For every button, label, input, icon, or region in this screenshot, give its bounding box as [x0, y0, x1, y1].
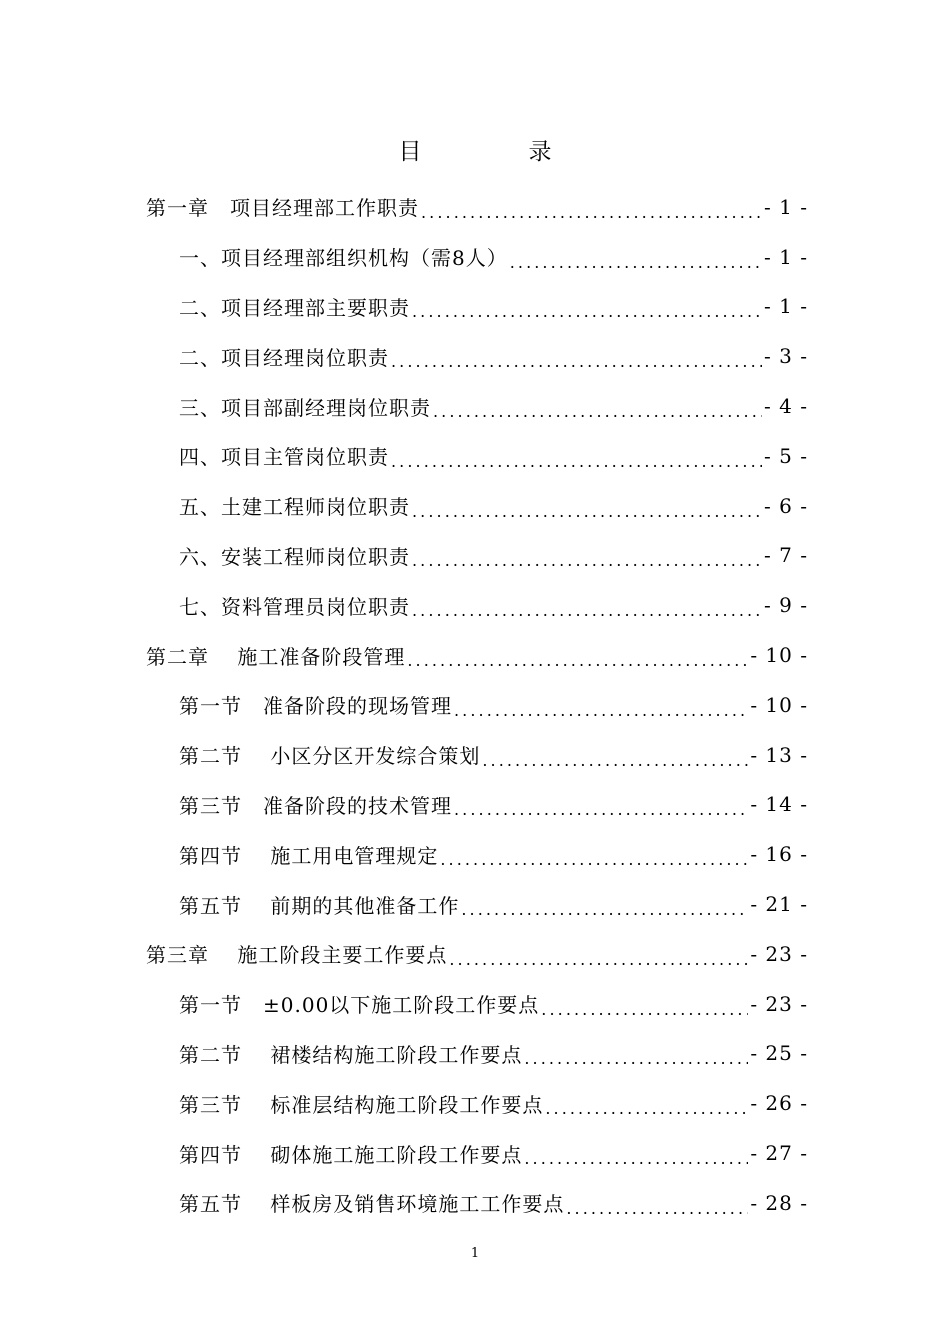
toc-section-entry[interactable] — [146, 1029, 808, 1079]
toc-leader-dots — [482, 747, 748, 771]
toc-entry-text: 第四节 砌体施工施工阶段工作要点 — [179, 1142, 523, 1167]
toc-entry-text: 二、项目经理部主要职责 — [179, 295, 410, 320]
toc-entry-page: - 23 - — [750, 941, 808, 966]
toc-entry-text: 五、土建工程师岗位职责 — [179, 495, 410, 520]
toc-entry-page: - 4 - — [764, 394, 808, 419]
toc-section-entry[interactable] — [146, 730, 808, 780]
toc-section-entry[interactable] — [146, 1078, 808, 1128]
toc-leader-dots — [449, 946, 748, 970]
toc-section-entry[interactable] — [146, 531, 808, 581]
toc-leader-dots — [454, 796, 748, 820]
toc-entry-text: 第一章 项目经理部工作职责 — [146, 196, 419, 221]
toc-entry-page: - 26 - — [750, 1091, 808, 1116]
toc-leader-dots — [510, 249, 762, 273]
toc-entry-page: - 27 - — [750, 1141, 808, 1166]
toc-entry-text: 三、项目部副经理岗位职责 — [179, 395, 431, 420]
toc-entry-text: 第五节 前期的其他准备工作 — [179, 893, 460, 918]
toc-leader-dots — [524, 1045, 748, 1069]
toc-entry-text: 第三节 标准层结构施工阶段工作要点 — [179, 1092, 544, 1117]
toc-entry-text: 七、资料管理员岗位职责 — [179, 594, 410, 619]
toc-leader-dots — [454, 697, 748, 721]
toc-section-entry[interactable] — [146, 829, 808, 879]
toc-entry-text: 第二节 裙楼结构施工阶段工作要点 — [179, 1042, 523, 1067]
toc-leader-dots — [541, 996, 748, 1020]
toc-entry-text: 第四节 施工用电管理规定 — [179, 843, 439, 868]
toc-entry-page: - 14 - — [750, 792, 808, 817]
page-number: 1 — [470, 1246, 480, 1261]
toc-section-entry[interactable] — [146, 381, 808, 431]
toc-entry-page: - 1 - — [764, 294, 808, 319]
toc-entry-page: - 3 - — [764, 344, 808, 369]
toc-entry-page: - 6 - — [764, 493, 808, 518]
toc-leader-dots — [524, 1145, 748, 1169]
toc-entry-page: - 25 - — [750, 1041, 808, 1066]
toc-leader-dots — [412, 298, 762, 322]
toc-entry-page: - 28 - — [750, 1190, 808, 1215]
toc-entry-text: 第五节 样板房及销售环境施工工作要点 — [179, 1192, 565, 1217]
toc-chapter-entry[interactable] — [146, 929, 808, 979]
toc-leader-dots — [545, 1095, 748, 1119]
toc-entry-page: - 21 - — [750, 892, 808, 917]
toc-leader-dots — [412, 547, 762, 571]
toc-leader-dots — [461, 896, 748, 920]
toc-entry-text: 第二节 小区分区开发综合策划 — [179, 744, 481, 769]
toc-section-entry[interactable] — [146, 780, 808, 830]
toc-entry-page: - 1 - — [764, 194, 808, 219]
toc-leader-dots — [412, 597, 762, 621]
toc-entry-text: 四、项目主管岗位职责 — [179, 445, 389, 470]
toc-section-entry[interactable] — [146, 979, 808, 1029]
toc-entry-page: - 9 - — [764, 593, 808, 618]
toc-chapter-entry[interactable] — [146, 182, 808, 232]
toc-entry-page: - 10 - — [750, 692, 808, 717]
toc-section-entry[interactable] — [146, 481, 808, 531]
toc-entry-text: 第三节 准备阶段的技术管理 — [179, 793, 452, 818]
toc-section-entry[interactable] — [146, 680, 808, 730]
toc-section-entry[interactable] — [146, 282, 808, 332]
toc-entry-text: 第三章 施工阶段主要工作要点 — [146, 943, 448, 968]
toc-section-entry[interactable] — [146, 331, 808, 381]
toc-section-entry[interactable] — [146, 580, 808, 630]
toc-entry-page: - 10 - — [750, 643, 808, 668]
toc-entry-page: - 7 - — [764, 543, 808, 568]
toc-entry-text: 第一节 准备阶段的现场管理 — [179, 694, 452, 719]
toc-entry-page: - 16 - — [750, 842, 808, 867]
toc-entry-text: 第二章 施工准备阶段管理 — [146, 644, 406, 669]
toc-entry-page: - 23 - — [750, 991, 808, 1016]
toc-leader-dots — [391, 348, 762, 372]
toc-title: 目 录 — [398, 139, 594, 165]
toc-entry-page: - 1 - — [764, 244, 808, 269]
toc-section-entry[interactable] — [146, 431, 808, 481]
table-of-contents — [146, 182, 808, 1228]
toc-section-entry[interactable] — [146, 879, 808, 929]
toc-leader-dots — [440, 846, 748, 870]
toc-entry-text: 第一节 ±0.00以下施工阶段工作要点 — [179, 993, 540, 1018]
toc-leader-dots — [407, 647, 748, 671]
toc-entry-page: - 5 - — [764, 443, 808, 468]
toc-leader-dots — [421, 199, 762, 223]
toc-leader-dots — [391, 448, 762, 472]
toc-chapter-entry[interactable] — [146, 630, 808, 680]
toc-entry-text: 一、项目经理部组织机构（需8人） — [179, 246, 508, 271]
toc-section-entry[interactable] — [146, 1128, 808, 1178]
toc-entry-page: - 13 - — [750, 742, 808, 767]
toc-leader-dots — [566, 1195, 748, 1219]
toc-leader-dots — [412, 498, 762, 522]
toc-section-entry[interactable] — [146, 232, 808, 282]
toc-entry-text: 六、安装工程师岗位职责 — [179, 544, 410, 569]
toc-section-entry[interactable] — [146, 1178, 808, 1228]
toc-entry-text: 二、项目经理岗位职责 — [179, 345, 389, 370]
toc-leader-dots — [433, 398, 762, 422]
